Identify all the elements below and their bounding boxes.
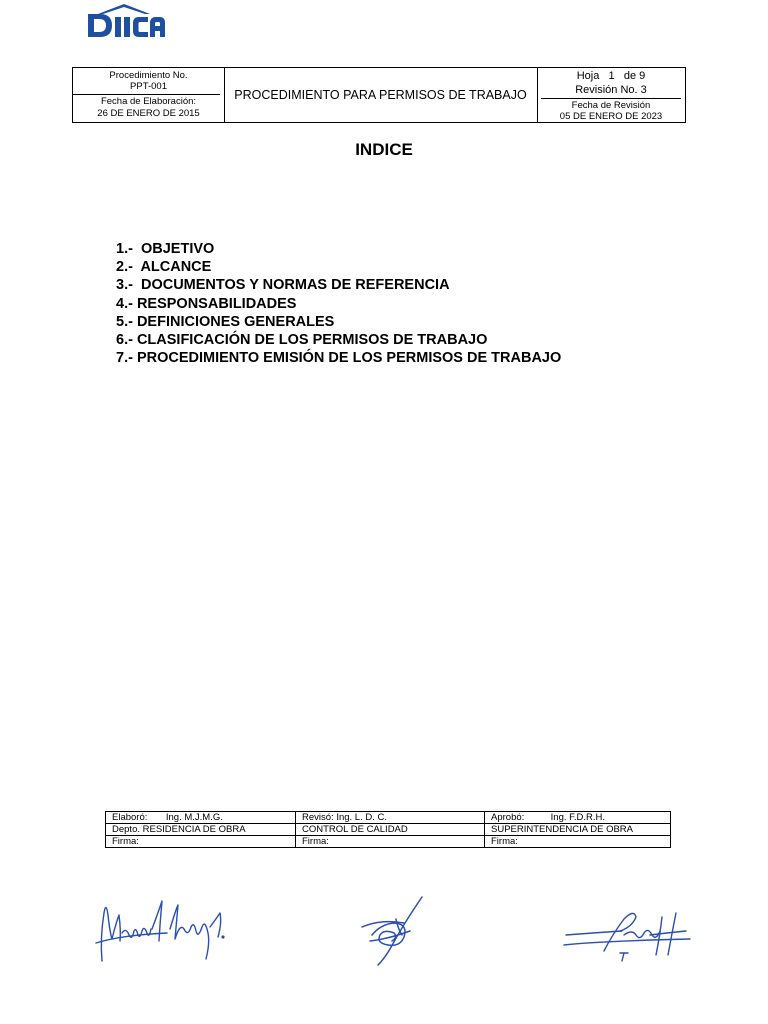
sheet-total: 9 bbox=[639, 70, 646, 82]
table-row bbox=[106, 812, 671, 824]
revision-date-label: Fecha de Revisión bbox=[571, 100, 651, 111]
revision-number: Revisión No. 3 bbox=[575, 84, 647, 96]
elaboration-label: Fecha de Elaboración: bbox=[100, 96, 197, 107]
signature-cell: Firma: bbox=[485, 836, 671, 848]
elaboration-date: 26 DE ENERO DE 2015 bbox=[97, 108, 200, 119]
toc-item: 4.- RESPONSABILIDADES bbox=[116, 295, 297, 312]
prepared-by-cell: Elaboró: Ing. M.J.M.G. bbox=[106, 812, 296, 824]
sheet-current: 1 bbox=[608, 70, 615, 82]
signature-cell: Firma: bbox=[106, 836, 296, 848]
header-title-cell bbox=[224, 68, 538, 122]
reviewed-by-cell: Revisó: Ing. L. D. C. bbox=[296, 812, 485, 824]
toc-item: 5.- DEFINICIONES GENERALES bbox=[116, 313, 335, 330]
toc-item: 7.- PROCEDIMIENTO EMISIÓN DE LOS PERMISOS DE TRABAJO bbox=[116, 350, 562, 367]
signature-approved bbox=[562, 905, 697, 965]
sheet-of: de bbox=[623, 70, 637, 82]
document-title: PROCEDIMIENTO PARA PERMISOS DE TRABAJO bbox=[234, 88, 527, 102]
toc-item: 3.- DOCUMENTOS Y NORMAS DE REFERENCIA bbox=[116, 277, 450, 294]
department-cell: Depto. RESIDENCIA DE OBRA bbox=[106, 824, 296, 836]
company-logo bbox=[84, 4, 166, 40]
header-right-cell bbox=[537, 68, 685, 122]
procedure-label: Procedimiento No. bbox=[109, 70, 188, 81]
toc-item: 6.- CLASIFICACIÓN DE LOS PERMISOS DE TRABAJO bbox=[116, 332, 488, 349]
sheet-label: Hoja bbox=[576, 70, 600, 82]
revision-date: 05 DE ENERO DE 2023 bbox=[559, 111, 663, 122]
approved-by-cell: Aprobó: Ing. F.D.R.H. bbox=[485, 812, 671, 824]
signature-prepared bbox=[92, 893, 232, 968]
divider bbox=[73, 94, 220, 95]
signature-cell: Firma: bbox=[296, 836, 485, 848]
document-header bbox=[72, 67, 686, 123]
table-row bbox=[106, 836, 671, 848]
toc-item: 1.- OBJETIVO bbox=[116, 241, 215, 257]
index-heading: INDICE bbox=[355, 140, 413, 159]
toc-item: 2.- ALCANCE bbox=[116, 259, 212, 276]
table-row bbox=[106, 824, 671, 836]
department-cell: CONTROL DE CALIDAD bbox=[296, 824, 485, 836]
approvals-table bbox=[105, 811, 671, 848]
table-of-contents bbox=[116, 240, 561, 367]
divider bbox=[541, 98, 681, 99]
procedure-number: PPT-001 bbox=[130, 81, 167, 92]
sheet-number bbox=[537, 70, 685, 83]
department-cell: SUPERINTENDENCIA DE OBRA bbox=[485, 824, 671, 836]
signature-reviewed bbox=[352, 893, 437, 968]
header-left-cell bbox=[73, 68, 225, 122]
